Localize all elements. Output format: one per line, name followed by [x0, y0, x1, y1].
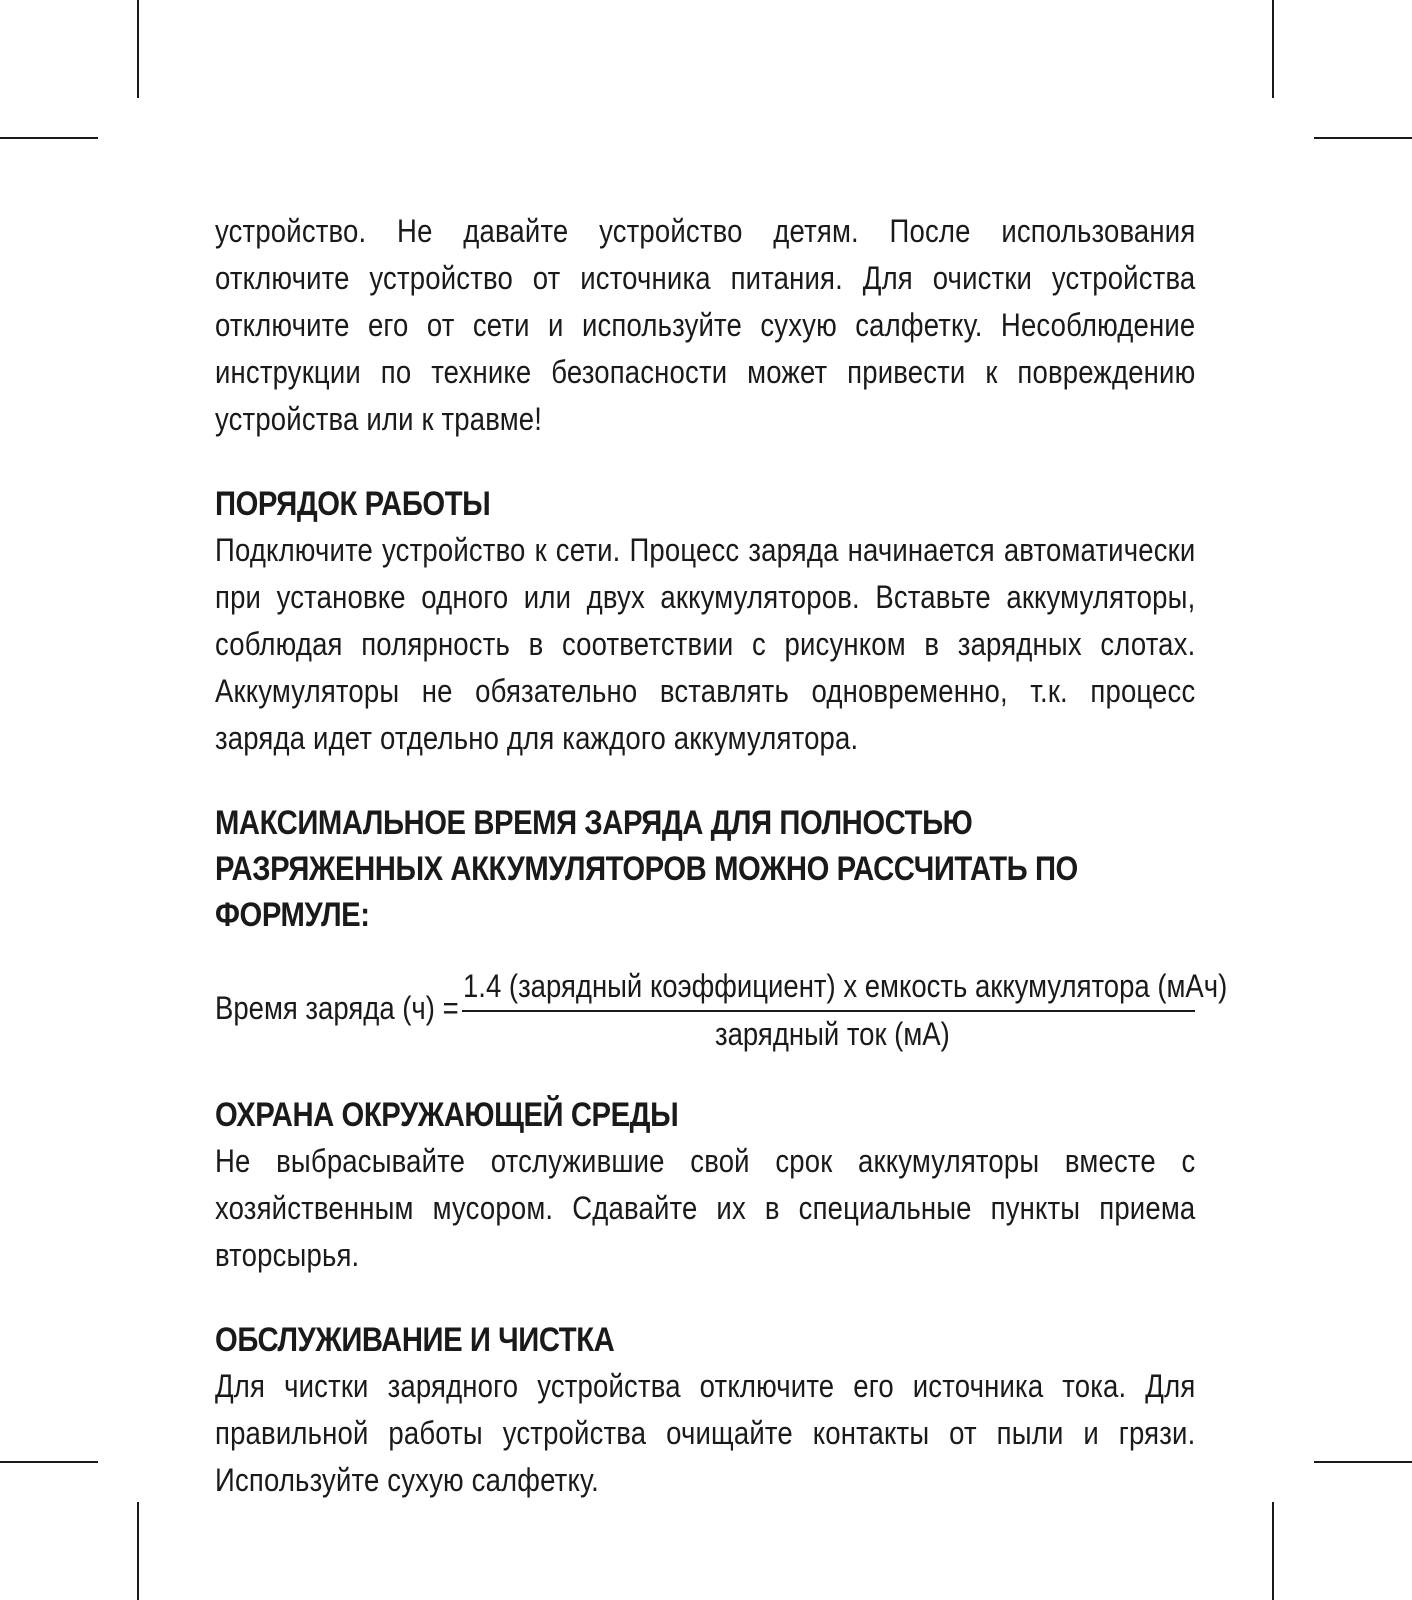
intro-paragraph: устройство. Не давайте устройство детям. После использования отключите устройство от источника питания. Для очистки устройства отключите его от сети и используйте сухую салфетку. Несоблюдение инструкции по технике безопасности может привести к повреждению устройства или к травме!	[215, 213, 1196, 437]
environment-section	[215, 1092, 1195, 1279]
crop-mark-top-right-vertical	[1272, 0, 1274, 98]
crop-mark-bottom-right-vertical	[1272, 1502, 1274, 1600]
operation-paragraph: Подключите устройство к сети. Процесс заряда начинается автоматически при установке одного или двух аккумуляторов. Вставьте аккумуляторы, соблюдая полярность в соответствии с рисунком в зарядных слотах. Аккумуляторы не обязательно вставлять одновременно, т.к. процесс заряда идет отдельно для каждого аккумулятора.	[215, 532, 1196, 756]
maintenance-paragraph: Для чистки зарядного устройства отключите его источника тока. Для правильной работы устройства очищайте контакты от пыли и грязи. Используйте сухую салфетку.	[215, 1368, 1196, 1498]
crop-mark-top-right-horizontal	[1314, 137, 1412, 139]
crop-mark-bottom-right-horizontal	[1314, 1461, 1412, 1463]
operation-section	[215, 481, 1195, 762]
maintenance-section	[215, 1317, 1195, 1504]
document-body	[215, 208, 1228, 1504]
formula-denominator: зарядный ток (мА)	[715, 1016, 950, 1052]
charge-time-formula	[215, 968, 1228, 1054]
formula-fraction-bar	[462, 1010, 1195, 1012]
maintenance-heading: ОБСЛУЖИВАНИЕ И ЧИСТКА	[215, 1321, 615, 1359]
formula-lhs: Время заряда (ч) =	[215, 990, 459, 1026]
environment-paragraph: Не выбрасывайте отслужившие свой срок аккумуляторы вместе с хозяйственным мусором. Сдавайте их в специальные пункты приема вторсырья.	[215, 1143, 1196, 1273]
charge-time-heading: МАКСИМАЛЬНОЕ ВРЕМЯ ЗАРЯДА ДЛЯ ПОЛНОСТЬЮ РАЗРЯЖЕННЫХ АККУМУЛЯТОРОВ МОЖНО РАССЧИТАТЬ ПО ФОРМУЛЕ:	[215, 804, 1078, 934]
crop-mark-top-left-horizontal	[0, 137, 98, 139]
charge-time-section	[215, 800, 1228, 1054]
formula-numerator: 1.4 (зарядный коэффициент) х емкость аккумулятора (мАч)	[463, 968, 1228, 1004]
environment-heading: ОХРАНА ОКРУЖАЮЩЕЙ СРЕДЫ	[215, 1096, 679, 1134]
crop-mark-bottom-left-vertical	[137, 1502, 139, 1600]
crop-mark-top-left-vertical	[137, 0, 139, 98]
crop-mark-bottom-left-horizontal	[0, 1461, 98, 1463]
operation-heading: ПОРЯДОК РАБОТЫ	[215, 485, 491, 523]
